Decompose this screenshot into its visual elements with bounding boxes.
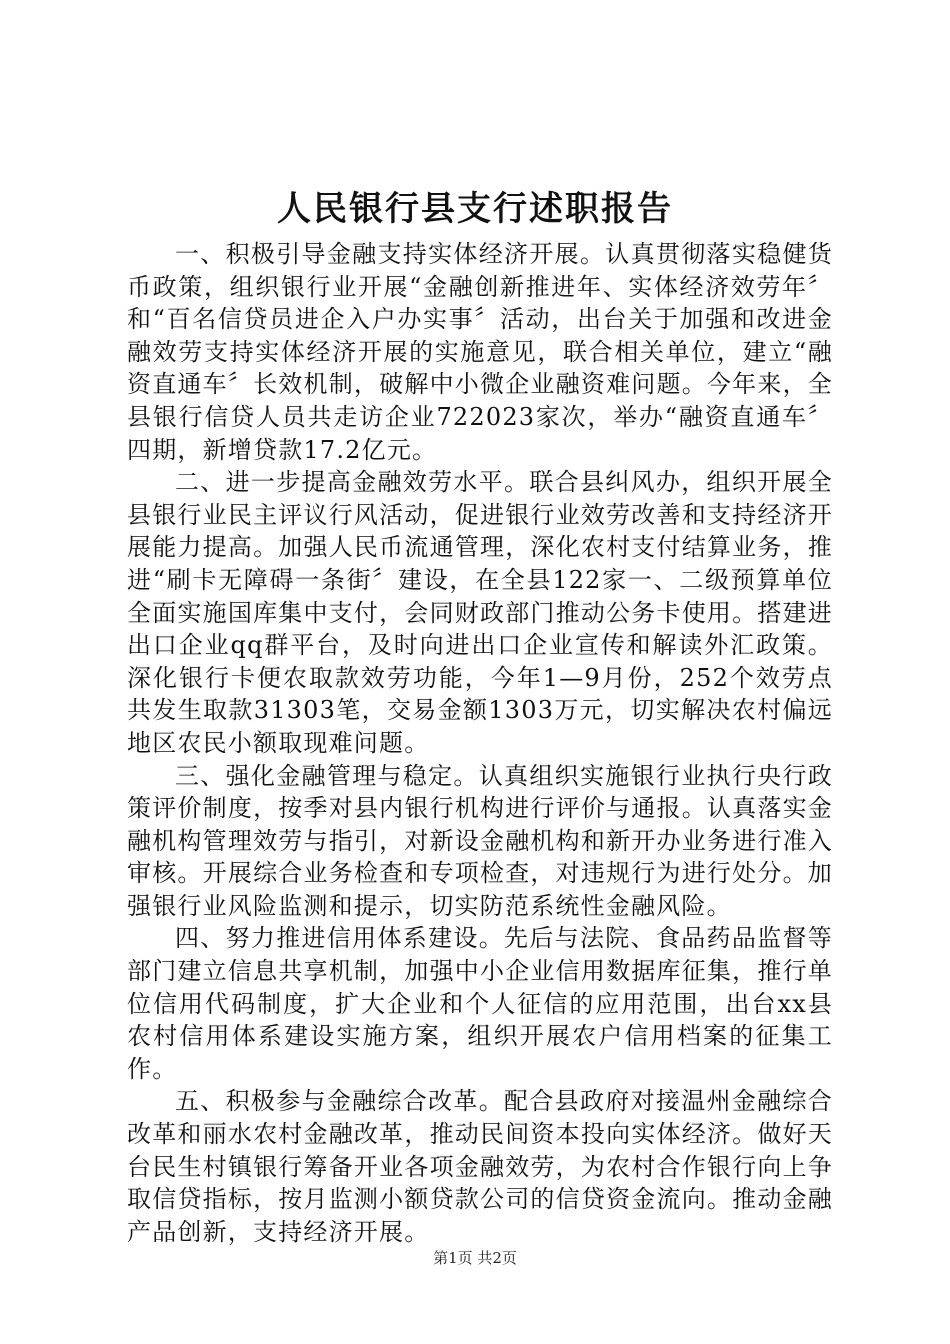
document-body <box>127 238 833 1248</box>
paragraph-4: 四、努力推进信用体系建设。先后与法院、食品药品监督等部门建立信息共享机制，加强中小企业信用数据库征集，推行单位信用代码制度，扩大企业和个人征信的应用范围，出台xx县农村信用体系建设实施方案，组织开展农户信用档案的征集工作。 <box>127 924 833 1083</box>
paragraph-1: 一、积极引导金融支持实体经济开展。认真贯彻落实稳健货币政策，组织银行业开展“金融创新推进年、实体经济效劳年〞和“百名信贷员进企入户办实事〞活动，出台关于加强和改进金融效劳支持实体经济开展的实施意见，联合相关单位，建立“融资直通车〞长效机制，破解中小微企业融资难问题。今年来，全县银行信贷人员共走访企业722023家次，举办“融资直通车〞四期，新增贷款17.2亿元。 <box>127 240 833 464</box>
paragraph-5: 五、积极参与金融综合改革。配合县政府对接温州金融综合改革和丽水农村金融改革，推动民间资本投向实体经济。做好天台民生村镇银行筹备开业各项金融效劳，为农村合作银行向上争取信贷指标，按月监测小额贷款公司的信贷资金流向。推动金融产品创新，支持经济开展。 <box>127 1087 833 1246</box>
page-title: 人民银行县支行述职报告 <box>277 189 673 229</box>
page-footer: 第1页 共2页 <box>433 1249 517 1267</box>
paragraph-2: 二、进一步提高金融效劳水平。联合县纠风办，组织开展全县银行业民主评议行风活动，促进银行业效劳改善和支持经济开展能力提高。加强人民币流通管理，深化农村支付结算业务，推进“刷卡无障碍一条街〞建设，在全县122家一、二级预算单位全面实施国库集中支付，会同财政部门推动公务卡使用。搭建进出口企业qq群平台，及时向进出口企业宣传和解读外汇政策。深化银行卡便农取款效劳功能，今年1—9月份，252个效劳点共发生取款31303笔，交易金额1303万元，切实解决农村偏远地区农民小额取现难问题。 <box>127 468 833 757</box>
paragraph-3: 三、强化金融管理与稳定。认真组织实施银行业执行央行政策评价制度，按季对县内银行机构进行评价与通报。认真落实金融机构管理效劳与指引，对新设金融机构和新开办业务进行准入审核。开展综合业务检查和专项检查，对违规行为进行处分。加强银行业风险监测和提示，切实防范系统性金融风险。 <box>127 761 833 920</box>
